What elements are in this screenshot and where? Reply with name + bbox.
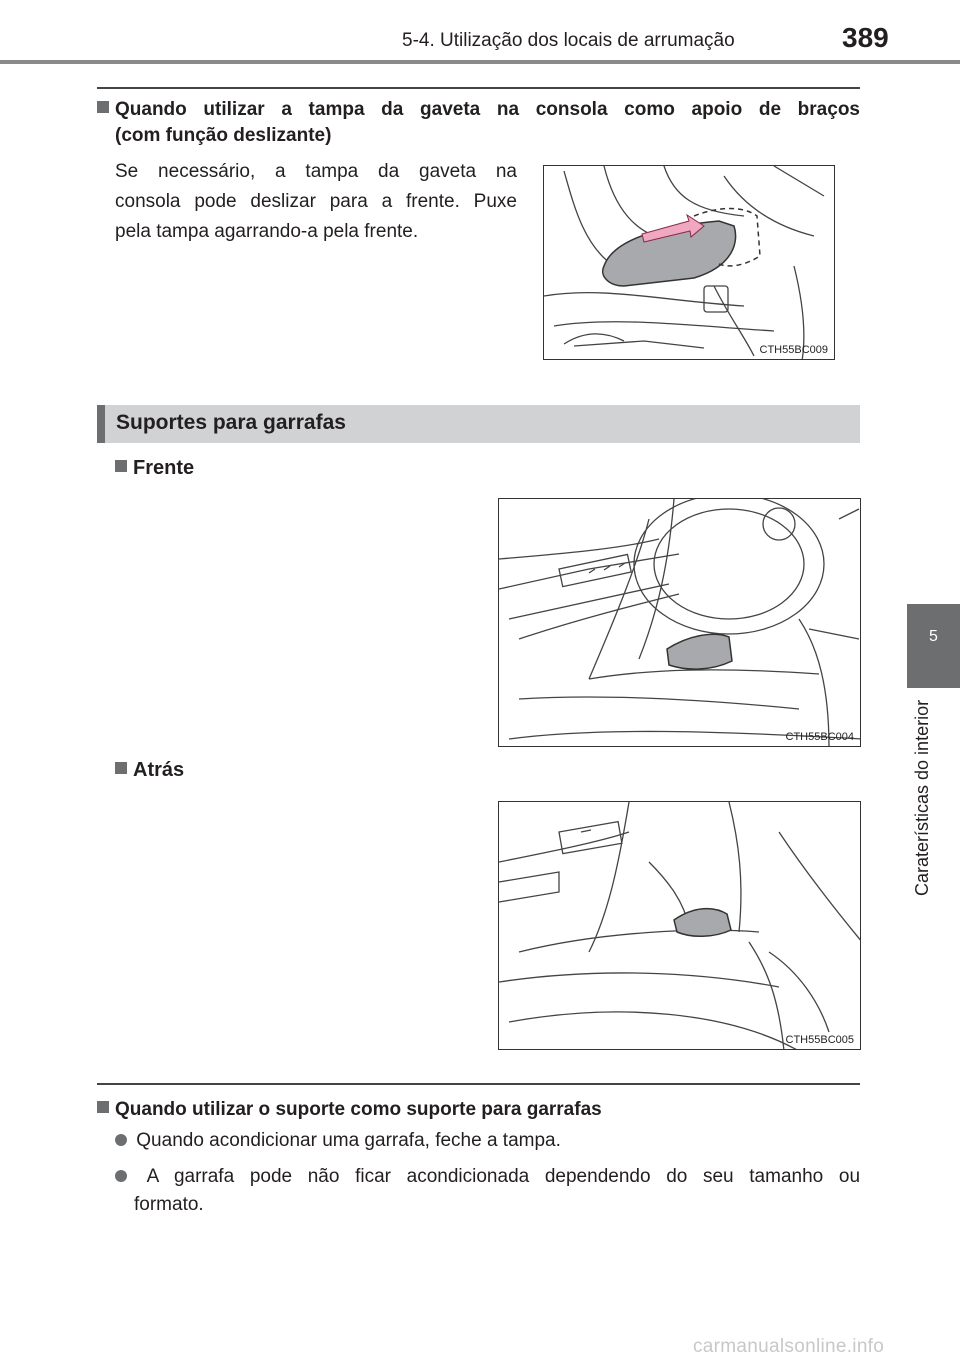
watermark: carmanualsonline.info — [693, 1336, 885, 1357]
notes-heading: Quando utilizar o suporte como suporte para garrafas — [97, 1097, 602, 1123]
round-bullet-icon — [115, 1134, 127, 1146]
armrest-heading-line2: (com função deslizante) — [115, 125, 332, 146]
rear-drawing — [499, 802, 861, 1050]
armrest-figure-code: CTH55BC009 — [759, 344, 828, 356]
rear-figure-code: CTH55BC005 — [785, 1034, 854, 1046]
chapter-label: Caraterísticas do interior — [912, 700, 932, 897]
armrest-drawing — [544, 166, 835, 360]
armrest-body-line2: consola pode deslizar para a frente. Puxe — [115, 191, 517, 212]
armrest-heading-line1: Quando utilizar a tampa da gaveta na consola como apoio de braços — [97, 97, 860, 123]
square-bullet-icon — [115, 762, 127, 774]
header-section-title: 5-4. Utilização dos locais de arrumação — [402, 30, 735, 51]
chapter-tab — [907, 604, 960, 688]
note-bullet-2-line2: formato. — [134, 1194, 204, 1215]
rear-label: Atrás — [115, 757, 184, 783]
square-bullet-icon — [115, 460, 127, 472]
note-bullet-2-line1: A garrafa pode não ficar acondicionada dependendo do seu tamanho ou — [115, 1164, 860, 1190]
header-rule — [0, 60, 960, 64]
section-title: Suportes para garrafas — [116, 411, 346, 434]
front-label: Frente — [115, 455, 194, 481]
chapter-number: 5 — [929, 628, 938, 645]
armrest-illustration — [543, 165, 835, 360]
front-drawing — [499, 499, 861, 747]
note-bullet-1: Quando acondicionar uma garrafa, feche a tampa. — [115, 1128, 561, 1154]
page-number: 389 — [842, 22, 889, 53]
notes-rule — [97, 1083, 860, 1085]
square-bullet-icon — [97, 101, 109, 113]
front-figure-code: CTH55BC004 — [785, 731, 854, 743]
rear-bottle-holder-illustration — [498, 801, 861, 1050]
square-bullet-icon — [97, 1101, 109, 1113]
front-bottle-holder-illustration — [498, 498, 861, 747]
round-bullet-icon — [115, 1170, 127, 1182]
armrest-body-line3: pela tampa agarrando-a pela frente. — [115, 221, 419, 242]
block-rule-top — [97, 87, 860, 89]
armrest-body-line1: Se necessário, a tampa da gaveta na — [115, 161, 517, 182]
